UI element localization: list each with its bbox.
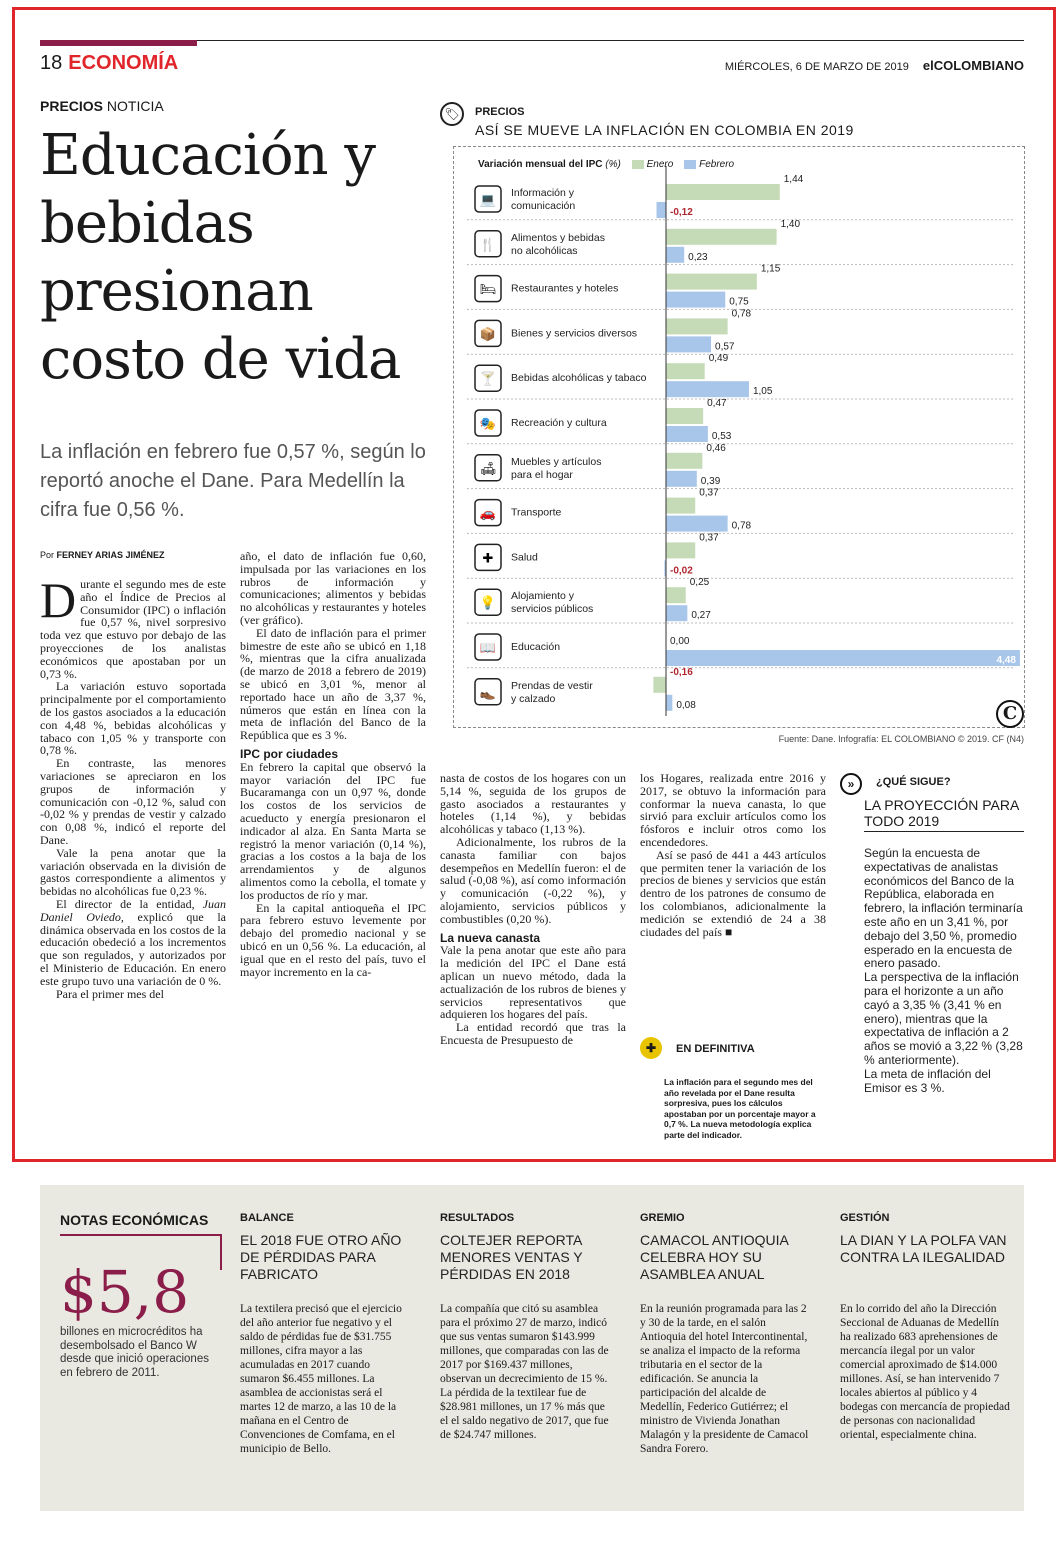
bar-enero [666, 408, 703, 424]
category-label: y calzado [511, 692, 556, 705]
data-label-febrero: 4,48 [996, 655, 1016, 666]
note-body: En lo corrido del año la Dirección Seccional de Aduanas de Medellín ha realizado 683 aprehensiones de mercancía ilegal por un valor comercial aproximado de $14.000 millones. Así, se han intervenido 7 locales abiertos al público y 4 bodegas con mercancía de propiedad de personas con nacionalidad oriental, especialmente china. [840, 1303, 1010, 1441]
que-sigue-p1: Según la encuesta de expectativas de analistas económicos del Banco de la República, elaborada en febrero, la inflación terminaría este año en un 3,41 %, por debajo del 3,50 %, promedio esperado en la encuesta de enero pasado. [864, 846, 1023, 971]
deck: La inflación en febrero fue 0,57 %, según lo reportó anoche el Dane. Para Medellín la cifra fue 0,56 %. [40, 441, 426, 521]
que-sigue-body [864, 847, 1024, 1095]
col4-p1: los Hogares, realizada entre 2016 y 2017, se obtuvo la información para conformar la nueva canasta, lo que sirvió para excluir artículos como los fósforos e incluir otros como los encendedores. [640, 772, 826, 849]
note-balance [240, 1212, 410, 1456]
note-kicker: GESTIÓN [840, 1212, 890, 1224]
bar-febrero [666, 516, 728, 532]
data-label-enero: 1,40 [780, 218, 801, 230]
col2-p1: año, el dato de inflación fue 0,60, impulsada por las variaciones en los rubros de información y comunicaciones; alimentos y bebidas no alcohólicas y restaurantes y hoteles (ver gráfico). [240, 550, 426, 627]
column-1 [40, 578, 226, 1148]
mask-icon-glyph: 🎭 [479, 417, 497, 432]
byline-name: FERNEY ARIAS JIMÉNEZ [56, 550, 165, 560]
header-accent [40, 40, 197, 46]
bar-febrero [666, 336, 711, 352]
armchair-icon-glyph: 🛋 [479, 461, 497, 477]
category-label: Prendas de vestir [511, 679, 593, 692]
chevrons-icon: » [840, 773, 862, 795]
note-kicker: BALANCE [240, 1212, 294, 1224]
data-label-febrero: 0,75 [729, 296, 749, 308]
bar-febrero [666, 695, 672, 711]
note-title: EL 2018 FUE OTRO AÑO DE PÉRDIDAS PARA FABRICATO [240, 1232, 402, 1282]
category-label: Bebidas alcohólicas y tabaco [511, 372, 647, 385]
note-gestion [840, 1212, 1010, 1442]
que-sigue-p2: La perspectiva de la inflación para el horizonte a un año cayó a 3,35 % (3,41 % en enero), mientras que la expectativa de inflación a 2 años se movió a 3,22 % (3,28 % anteriormente). [864, 970, 1023, 1067]
bar-enero [666, 453, 702, 469]
category-label: Educación [511, 641, 561, 653]
col3-p1: nasta de costos de los hogares con un 5,14 %, seguida de los grupos de gasto asociados a restaurantes y hoteles (1,14 %), y bebidas alcohólicas y tabaco (1,13 %). [440, 772, 626, 837]
bar-febrero [666, 292, 725, 308]
column-3 [440, 772, 626, 1148]
car-icon-glyph: 🚗 [479, 506, 497, 522]
note-title: LA DIAN Y LA POLFA VAN CONTRA LA ILEGALIDAD [840, 1232, 1007, 1265]
col3-subhead: La nueva canasta [440, 930, 541, 945]
byline [40, 550, 165, 560]
data-label-febrero: -0,02 [670, 565, 693, 577]
data-label-enero: 0,49 [708, 353, 729, 365]
medkit-icon-glyph: ✚ [482, 551, 494, 567]
fork-knife-icon-glyph: 🍴 [479, 237, 497, 253]
box-icon-glyph: 📦 [479, 327, 497, 343]
bar-enero [666, 274, 757, 290]
data-label-enero: -0,16 [670, 666, 693, 678]
col3-p2: Adicionalmente, los rubros de la canasta familiar con bajos desempeños en Medellín fueron: el de salud (-0,08 %), así como información y comunicación (-0,22 %), y alojamiento, servicios públicos y combustibles (0,20 %). [440, 834, 626, 926]
note-body: La compañía que citó su asamblea para el próximo 27 de marzo, indicó que sus ventas sumaron $143.999 millones, que comparadas con las de 2017 por $169.437 millones, observan un decrecimiento de 15 %. La pérdida de la textilear fue de $28.981 millones, un 17 % más que el el saldo negativo de 2017, que fue de $24.747 millones. [440, 1303, 609, 1441]
data-label-enero: 0,47 [707, 398, 727, 409]
chart-kicker: PRECIOS [475, 106, 525, 118]
category-label: Información y [511, 187, 575, 199]
legend-enero: Enero [646, 159, 674, 170]
bar-febrero [666, 247, 684, 263]
column-4 [640, 772, 826, 1022]
category-label: Salud [511, 551, 538, 564]
headline: Educación y bebidas presionan costo de vida [40, 123, 401, 392]
bar-enero [666, 229, 777, 245]
category-label: comunicación [511, 200, 576, 212]
col1-p6: Para el primer mes del [56, 986, 164, 1001]
category-label: Restaurantes y hoteles [511, 282, 619, 295]
byline-prefix: Por [40, 550, 55, 560]
col1-p5a: El director de la entidad, [56, 896, 195, 911]
data-label-febrero: 0,53 [711, 431, 732, 442]
col2-p3: En febrero la capital que observó la mayor variación del IPC fue Bucaramanga con un 0,97 %, donde los costos de los servicios de acueducto y energía presionaron el indicador al alza. En Santa Marta se registró la menor variación (0,14 %), gracias a los costos a la baja de los arrendamientos y de algunos alimentos como la cebolla, el tomate y los productos de río y mar. [240, 759, 426, 902]
col1-p1: urante el segundo mes de este año el Índice de Precios al Consumidor (IPC) o inflación fue 0,57 %, nivel sorpresivo toda vez que estuvo por debajo de las proyecciones de los analistas económicos que apostaban por un 0,73 %. [40, 578, 226, 681]
col2-p4: En la capital antioqueña el IPC para febrero estuvo levemente por debajo del promedio nacional y se ubicó en un 0,56 %. La educación, al igual que en el resto del país, tuvo el mayor incremento en la ca- [240, 900, 426, 979]
kicker-bold: PRECIOS [40, 98, 104, 114]
col1-p2: La variación estuvo soportada principalmente por el comportamiento de los gastos asociados a la educación con 4,48 %, bebidas alcohólicas y tabaco con 1,05 % y transporte con 0,78 %. [40, 679, 226, 758]
column-2 [240, 550, 426, 1148]
notas-big-desc: billones en microcréditos ha desembolsado el Banco W desde que inició operaciones en febrero de 2011. [60, 1326, 209, 1379]
en-definitiva-text: La inflación para el segundo mes del año revelada por el Dane resulta sorpresiva, pues los cálculos apostaban por un porcentaje mayor a 0,7 %. La nueva metodología explica parte del indicador. [664, 1077, 816, 1140]
category-label: no alcohólicas [511, 244, 578, 257]
section-name: ECONOMÍA [68, 52, 179, 74]
category-label: Bienes y servicios diversos [511, 327, 638, 340]
que-sigue-p3: La meta de inflación del Emisor es 3 %. [864, 1066, 991, 1095]
kicker-rest: NOTICIA [106, 98, 164, 114]
data-label-enero: 1,44 [783, 174, 804, 185]
shoe-icon-glyph: 👞 [479, 685, 497, 701]
price-tag-icon: 🏷 [440, 102, 464, 126]
data-label-enero: 0,25 [689, 577, 710, 589]
bar-febrero [666, 471, 697, 487]
data-label-enero: 0,37 [699, 487, 719, 499]
en-definitiva-kicker: EN DEFINITIVA [676, 1043, 755, 1055]
col2-p2: El dato de inflación para el primer bimestre de este año se ubicó en 1,18 %, mientras que la cifra anualizada (de marzo de 2018 a febrero de 2019) se ubicó en 3,01 %, menor al reportado hace un año de 3,37 %, números que están en línea con la meta de inflación del Banco de la República que es 3 %. [240, 625, 426, 743]
data-label-enero: 0,37 [699, 532, 719, 544]
chart-plot [453, 146, 1025, 728]
que-sigue-title: LA PROYECCIÓN PARA TODO 2019 [864, 797, 1024, 832]
col3-p4: La entidad recordó que tras la Encuesta de Presupuesto de [440, 1020, 626, 1047]
data-label-enero: 0,00 [670, 636, 690, 647]
note-resultados [440, 1212, 610, 1442]
data-label-febrero: 0,08 [676, 699, 696, 711]
data-label-enero: 1,15 [760, 263, 781, 275]
dropcap: D [40, 578, 77, 628]
note-body: La textilera precisó que el ejercicio del año anterior fue negativo y el saldo de pérdidas fue de $31.755 millones, cifra mayor a las acumuladas en 2017 cuando sumaron $6.455 millones. La asamblea de accionistas será el martes 12 de marzo, a las 10 de la mañana en el Centro de Convenciones de Comfama, en el municipio de Bello. [240, 1303, 402, 1455]
end-mark: ■ [724, 924, 733, 939]
colombiano-logo: C [996, 700, 1024, 728]
note-kicker: RESULTADOS [440, 1212, 515, 1224]
note-body: En la reunión programada para las 2 y 30 de la tarde, en el salón Antioquia del hotel Intercontinental, se analiza el impacto de la reforma tributaria en el sector de la edificación. Se anuncia la participación del alcalde de Medellín, Federico Gutiérrez; el ministro de Vivienda Jonathan Malagón y la presidente de Camacol Sandra Forero. [640, 1303, 809, 1455]
col1-p4: Vale la pena anotar que la variación observada en la división de gastos correspondiente a alimentos y bebidas no alcohólicas fue 0,23 %. [40, 845, 226, 899]
col1-p5b: explicó que la dinámica observada en los costos de la educación obedeció a los incrementos que son regulados, y autorizados por el Ministerio de Educación. En enero este grupo tuvo una variación de 0 %. [40, 909, 226, 988]
category-label: Recreación y cultura [511, 417, 607, 429]
data-label-febrero: 0,27 [691, 610, 711, 622]
data-label-enero: 0,78 [731, 308, 752, 320]
data-label-febrero: 0,23 [688, 251, 708, 263]
brand-logo: elCOLOMBIANO [922, 58, 1024, 73]
bar-enero [666, 498, 695, 514]
data-label-enero: 0,46 [706, 442, 726, 454]
note-kicker: GREMIO [640, 1212, 685, 1224]
page-header [40, 52, 178, 75]
category-label: Transporte [511, 506, 562, 519]
bar-enero [666, 318, 728, 334]
bar-enero [666, 587, 686, 603]
col4-p2 [640, 849, 826, 939]
chart-title: ASÍ SE MUEVE LA INFLACIÓN EN COLOMBIA EN 2019 [475, 122, 854, 138]
date: MIÉRCOLES, 6 DE MARZO DE 2019 [724, 61, 909, 73]
data-label-febrero: -0,12 [670, 207, 693, 218]
bar-febrero [666, 381, 749, 397]
bar-febrero [666, 426, 708, 442]
puzzle-icon: ✚ [640, 1037, 662, 1059]
bulb-icon-glyph: 💡 [479, 596, 497, 612]
legend-febrero: Febrero [699, 159, 735, 170]
laptop-icon-glyph: 💻 [479, 193, 497, 208]
data-label-febrero: 0,57 [715, 341, 735, 353]
notas-big-number: $5,8 [60, 1258, 190, 1326]
chart-unit: (%) [605, 159, 621, 170]
note-gremio [640, 1212, 810, 1456]
cocktail-icon-glyph: 🍸 [479, 372, 497, 388]
col1-p5-name: Juan Daniel Oviedo, [40, 896, 226, 924]
data-label-febrero: 1,05 [752, 386, 773, 398]
notas-divider [220, 1234, 222, 1270]
data-label-febrero: 0,39 [700, 475, 721, 487]
bar-enero [666, 363, 705, 379]
note-title: CAMACOL ANTIOQUIA CELEBRA HOY SU ASAMBLEA ANUAL [640, 1232, 789, 1282]
data-label-febrero: 0,78 [731, 520, 752, 532]
col3-p3: Vale la pena anotar que este año para la medición del IPC el Dane está aplican un nuevo método, dada la actualización de los rubros de bienes y servicios representativos que adquieren los hogares del país. [440, 943, 626, 1022]
bar-enero [666, 542, 695, 558]
dateline [725, 58, 1024, 73]
bar-enero [666, 184, 780, 200]
col4-p2-text: Así se pasó de 441 a 443 artículos que permiten tener la variación de los precios de bienes y servicios que están dentro de los patrones de consumo de los colombianos, adicionalmente la medición se extendió de 24 a 38 ciudades del país [640, 847, 826, 939]
chart-source: Fuente: Dane. Infografía: EL COLOMBIANO © 2019. CF (N4) [778, 734, 1024, 744]
category-label: servicios públicos [511, 603, 594, 616]
notas-title: NOTAS ECONÓMICAS [60, 1212, 220, 1236]
col2-subhead: IPC por ciudades [240, 746, 339, 761]
que-sigue-kicker: ¿QUÉ SIGUE? [876, 776, 951, 788]
col1-p3: En contraste, las menores variaciones se apreciaron en los grupos de información y comunicación con -0,12 %, salud con -0,02 % y prendas de vestir y calzado con 0,08 %, indicó el reporte del Dane. [40, 756, 226, 847]
category-label: Muebles y artículos [511, 455, 602, 468]
category-label: para el hogar [511, 468, 573, 481]
bed-icon-glyph: 🛏 [479, 282, 497, 298]
note-title: COLTEJER REPORTA MENORES VENTAS Y PÉRDIDAS EN 2018 [440, 1232, 583, 1282]
bar-febrero [657, 202, 666, 218]
bar-febrero [666, 605, 687, 621]
category-label: Alimentos y bebidas [511, 231, 605, 244]
bar-febrero [666, 650, 1020, 666]
bar-enero [653, 677, 666, 693]
article-kicker [40, 98, 164, 114]
col1-p5 [40, 898, 226, 988]
page-number: 18 [40, 52, 63, 74]
book-icon-glyph: 📖 [479, 641, 497, 656]
chart-subtitle: Variación mensual del IPC [478, 159, 603, 170]
category-label: Alojamiento y [511, 590, 575, 603]
